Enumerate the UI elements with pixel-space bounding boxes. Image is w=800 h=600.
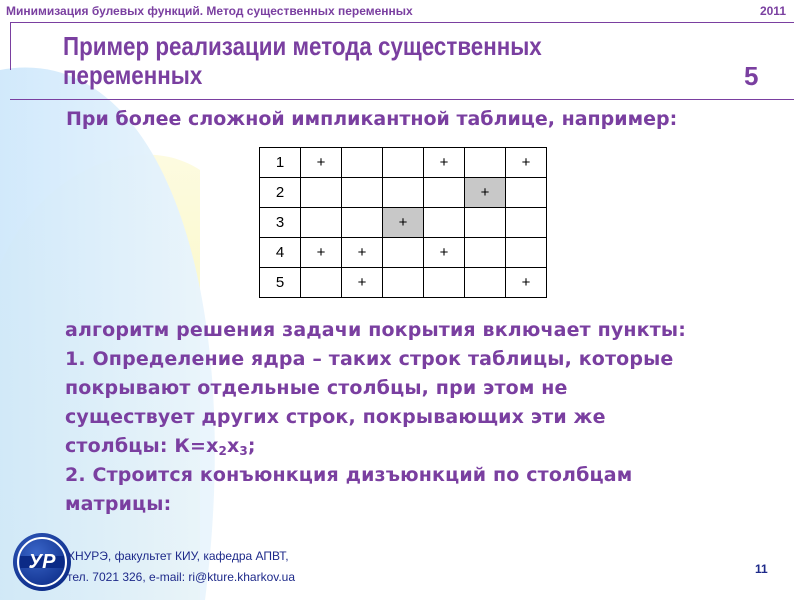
formula-suffix: ;	[247, 435, 256, 457]
table-cell: +	[506, 148, 547, 178]
logo-text: УР	[28, 551, 56, 573]
table-cell	[465, 148, 506, 178]
table-cell: +	[342, 268, 383, 298]
table-cell	[301, 268, 342, 298]
table-cell-highlighted: +	[465, 178, 506, 208]
university-logo	[12, 532, 72, 592]
table-cell	[506, 178, 547, 208]
row-label: 1	[260, 148, 301, 178]
table-cell	[342, 148, 383, 178]
formula-subscript: 3	[239, 444, 248, 458]
slide-section-number: 5	[744, 61, 759, 91]
body-line: алгоритм решения задачи покрытия включает пункты:	[65, 319, 686, 341]
left-divider	[10, 22, 11, 70]
body-line: существует других строк, покрывающих эти же	[65, 406, 606, 428]
table-row	[260, 178, 547, 208]
table-cell: +	[301, 148, 342, 178]
formula-prefix: столбцы: К=x	[65, 435, 219, 457]
table-cell	[424, 178, 465, 208]
table-cell: +	[424, 148, 465, 178]
table-cell	[383, 178, 424, 208]
body-line: матрицы:	[65, 493, 172, 515]
table-row	[260, 148, 547, 178]
table-cell	[465, 238, 506, 268]
table-cell: +	[506, 268, 547, 298]
table-cell	[301, 208, 342, 238]
table-cell: +	[301, 238, 342, 268]
top-divider	[10, 22, 794, 23]
table-cell	[465, 208, 506, 238]
table-cell: +	[342, 238, 383, 268]
body-text	[65, 316, 795, 519]
body-line: 1. Определение ядра – таких строк таблицы, которые	[65, 348, 674, 370]
formula-subscript: 2	[218, 444, 227, 458]
table-cell	[383, 148, 424, 178]
table-cell	[424, 268, 465, 298]
formula-variable: x	[227, 435, 240, 457]
row-label: 4	[260, 238, 301, 268]
table-cell	[342, 208, 383, 238]
table-cell: +	[424, 238, 465, 268]
body-line: 2. Строится конъюнкция дизъюнкций по столбцам	[65, 464, 633, 486]
title-divider	[10, 99, 794, 100]
table-cell	[383, 238, 424, 268]
row-label: 3	[260, 208, 301, 238]
table-cell	[506, 238, 547, 268]
presentation-title: Минимизация булевых функций. Метод существенных переменных	[6, 4, 413, 18]
row-label: 5	[260, 268, 301, 298]
table-cell-highlighted: +	[383, 208, 424, 238]
table-row	[260, 268, 547, 298]
table-cell	[383, 268, 424, 298]
footer-contacts: тел. 7021 326, e-mail: ri@kture.kharkov.ua	[67, 570, 296, 584]
table-row	[260, 208, 547, 238]
intro-text: При более сложной импликантной таблице, например:	[66, 108, 678, 130]
row-label: 2	[260, 178, 301, 208]
body-line: покрывают отдельные столбцы, при этом не	[65, 377, 568, 399]
table-cell	[465, 268, 506, 298]
footer-address: ХНУРЭ, факультет КИУ, кафедра АПВТ,	[67, 549, 289, 563]
table-cell	[301, 178, 342, 208]
core-formula-line	[65, 432, 795, 461]
table-cell	[506, 208, 547, 238]
implicant-table	[259, 147, 547, 298]
table-cell	[342, 178, 383, 208]
slide-title: Пример реализации метода существенных переменных	[63, 31, 542, 90]
header-year: 2011	[759, 4, 786, 18]
table-row	[260, 238, 547, 268]
table-cell	[424, 208, 465, 238]
page-number: 11	[755, 562, 768, 576]
